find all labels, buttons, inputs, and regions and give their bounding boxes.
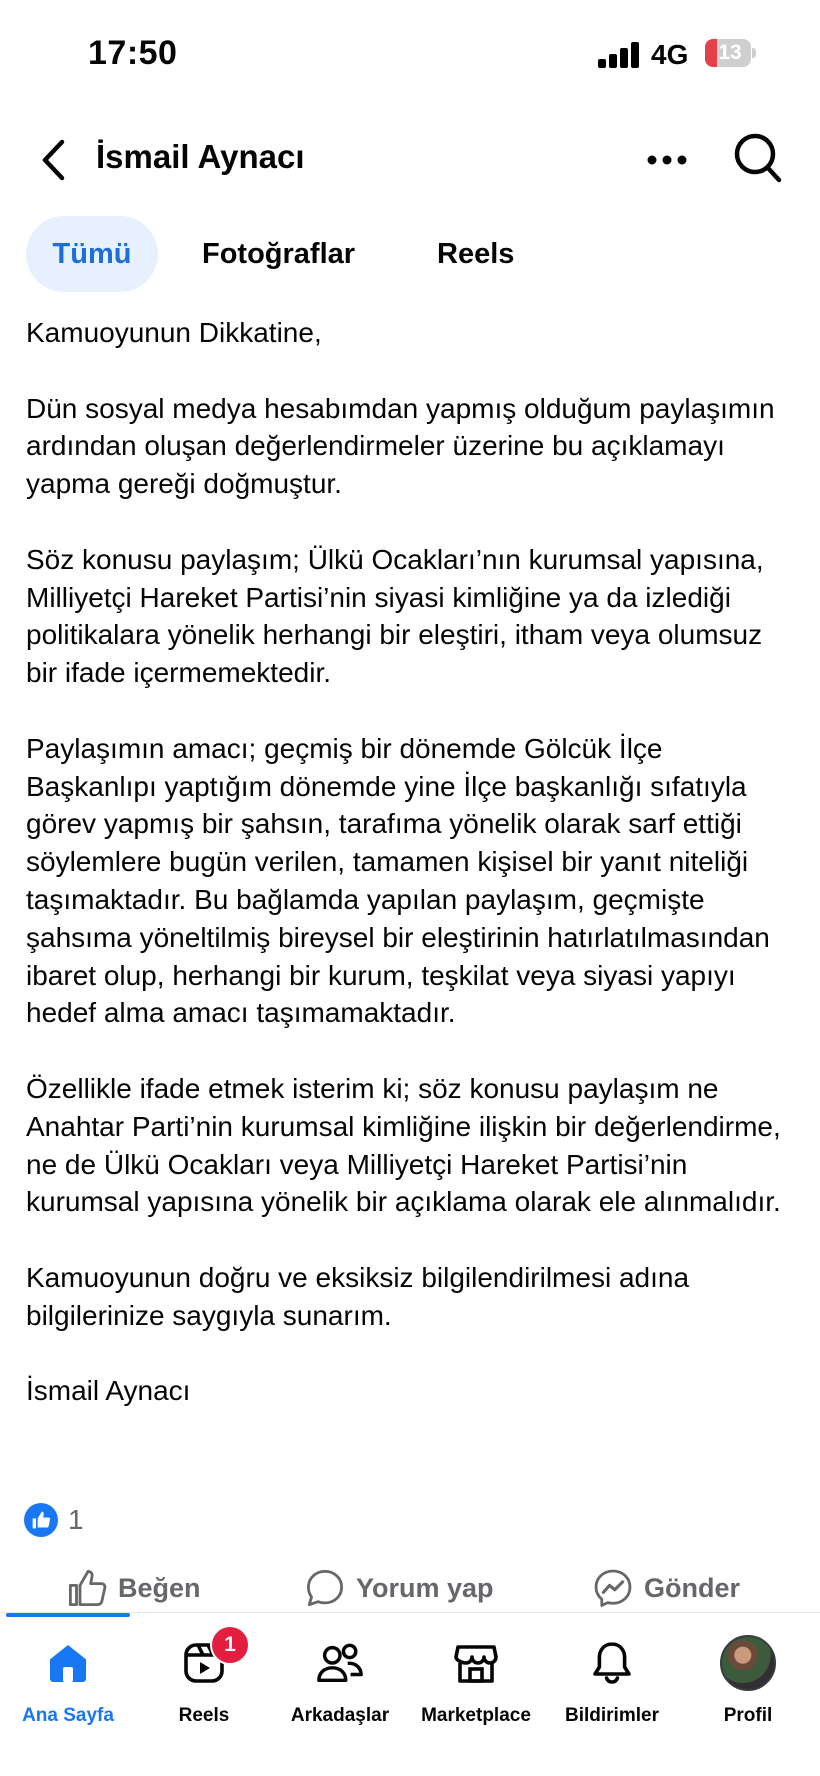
signal-icon [598, 42, 642, 68]
reactions-summary[interactable] [24, 1500, 84, 1540]
post-paragraph: Özellikle ifade etmek isterim ki; söz konusu paylaşım ne Anahtar Parti’nin kurumsal kimliğine ilişkin bir değerlendirme, ne de Ülkü Ocakları veya Milliyetçi Hareket Partisi’nin kurumsal yapısına yönelik bir açıklama olarak ele alınmalıdır. [26, 1072, 781, 1218]
back-button[interactable] [30, 132, 78, 188]
nav-label: Marketplace [421, 1705, 531, 1726]
nav-profile[interactable] [680, 1627, 816, 1737]
home-icon [44, 1639, 92, 1687]
like-reaction-icon [24, 1503, 58, 1537]
search-button[interactable] [730, 128, 786, 188]
bell-icon [588, 1639, 636, 1687]
nav-marketplace[interactable] [408, 1627, 544, 1737]
post-paragraph: Dün sosyal medya hesabımdan yapmış olduğum paylaşımın ardından oluşan değerlendirmeler üzerine bu açıklamayı yapma gereği doğmuştur. [26, 392, 775, 500]
tab-photos[interactable]: Fotoğraflar [202, 238, 356, 270]
post-paragraph: Kamuoyunun doğru ve eksiksiz bilgilendirilmesi adına bilgilerinize saygıyla sunarım. [26, 1261, 690, 1331]
comment-icon [304, 1567, 346, 1609]
nav-label: Arkadaşlar [290, 1705, 390, 1726]
post-text [26, 314, 796, 1410]
like-button[interactable] [66, 1560, 201, 1616]
comment-button[interactable] [304, 1560, 494, 1616]
search-icon [733, 132, 783, 184]
nav-friends[interactable] [272, 1627, 408, 1737]
tab-all[interactable]: Tümü [26, 216, 158, 292]
send-label: Gönder [644, 1572, 741, 1603]
chevron-left-icon [40, 138, 68, 182]
thumbs-up-icon [66, 1567, 108, 1609]
messenger-icon [592, 1567, 634, 1609]
page-title: İsmail Aynacı [96, 138, 305, 175]
active-tab-indicator [6, 1613, 130, 1617]
nav-label: Reels [178, 1705, 230, 1726]
notification-badge: 1 [210, 1625, 250, 1665]
filter-tabs [0, 216, 820, 292]
comment-label: Yorum yap [356, 1572, 494, 1603]
status-time: 17:50 [88, 34, 178, 72]
friends-icon [315, 1639, 365, 1687]
nav-label: Ana Sayfa [22, 1705, 114, 1726]
send-button[interactable] [592, 1560, 740, 1616]
bottom-navigation [0, 1612, 820, 1776]
post-paragraph: Söz konusu paylaşım; Ülkü Ocakları’nın kurumsal yapısına, Milliyetçi Hareket Partisi’nin siyasi kimliğine ya da izlediği politikalara yönelik herhangi bir eleştiri, itham veya olumsuz bir ifade içermemektedir. [26, 543, 764, 689]
post-actions [0, 1560, 820, 1616]
nav-reels[interactable] [136, 1627, 272, 1737]
like-label: Beğen [118, 1572, 201, 1603]
nav-notifications[interactable] [544, 1627, 680, 1737]
post-paragraph: Paylaşımın amacı; geçmiş bir dönemde Gölcük İlçe Başkanlıpı yaptığım dönemde yine İlçe başkanlığı sıfatıyla görev yapmış bir şahsın, tarafıma yönelik olarak sarf ettiği söylemlere bugün verilen, tamamen kişisel bir yanıt niteliği taşımaktadır. Bu bağlamda yapılan paylaşım, geçmişte şahsıma yöneltilmiş bireysel bir eleştirinin hatırlatılmasından ibaret olup, herhangi bir kurum, teşkilat veya siyasi yapıyı hedef alma amacı taşımamaktadır. [26, 732, 770, 1029]
avatar [720, 1635, 776, 1691]
nav-label: Bildirimler [565, 1705, 659, 1726]
more-horizontal-icon [647, 155, 687, 165]
battery-icon [705, 39, 757, 67]
status-bar [0, 0, 820, 110]
more-options-button[interactable] [640, 136, 694, 184]
network-type: 4G [651, 39, 689, 70]
nav-label: Profil [723, 1705, 773, 1726]
marketplace-icon [452, 1639, 500, 1687]
nav-home[interactable] [0, 1627, 136, 1737]
tab-reels[interactable]: Reels [437, 238, 515, 270]
page-header [0, 110, 820, 210]
reaction-count: 1 [68, 1504, 84, 1535]
post-signature: İsmail Aynacı [26, 1375, 191, 1407]
post-paragraph: Kamuoyunun Dikkatine, [26, 317, 322, 348]
battery-level: 13 [718, 41, 742, 64]
